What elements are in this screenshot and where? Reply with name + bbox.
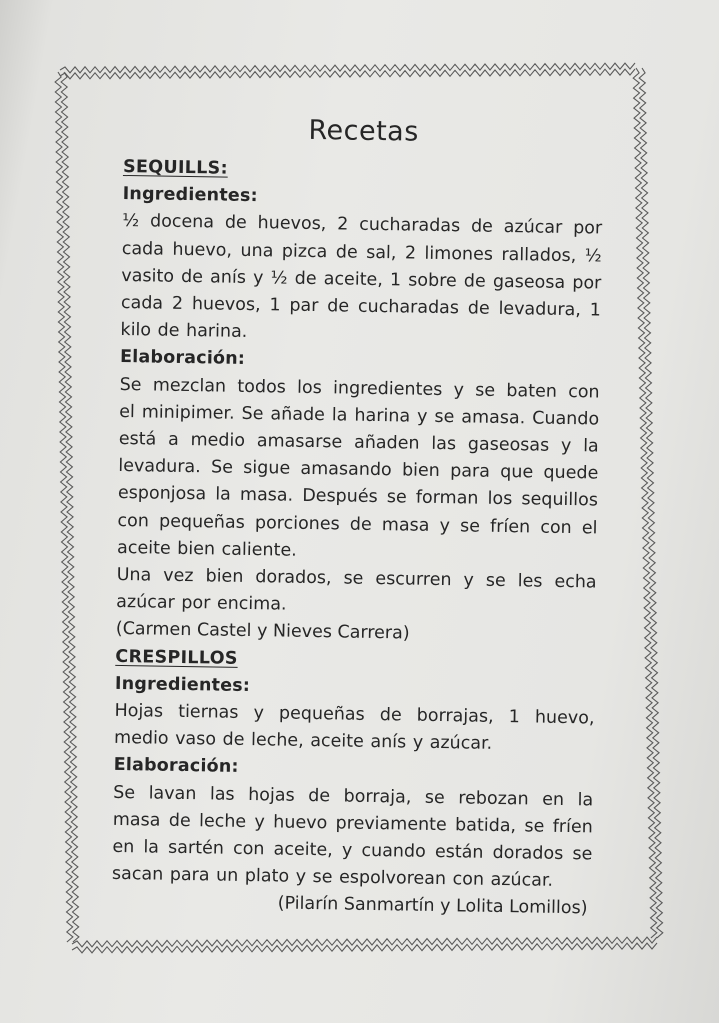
elaboration-heading: Elaboración: bbox=[119, 347, 246, 370]
recipe-document bbox=[111, 108, 604, 923]
text-line: azúcar por encima. bbox=[116, 592, 287, 615]
page-title: Recetas bbox=[308, 114, 420, 148]
border-zigzag bbox=[60, 69, 635, 79]
border-zigzag bbox=[60, 63, 635, 73]
text-line: kilo de harina. bbox=[120, 320, 248, 343]
ingredients-heading: Ingredientes: bbox=[122, 184, 258, 207]
recipe-title: CRESPILLOS bbox=[115, 646, 238, 669]
recipe-credit: (Pilarín Sanmartín y Lolita Lomillos) bbox=[277, 893, 588, 919]
recipe-crespillos bbox=[111, 644, 595, 924]
text-line: Se lavan las hojas de borraja, se rebozan en la bbox=[113, 782, 594, 811]
text-line: esponjosa la masa. Después se forman los sequillos bbox=[117, 483, 599, 511]
recipe-sequills bbox=[116, 154, 604, 651]
elaboration-text bbox=[112, 780, 594, 896]
text-line: levadura. Se sigue amasando bien para que quede bbox=[118, 456, 599, 484]
recipe-credit: (Carmen Castel y Nieves Carrera) bbox=[115, 619, 410, 645]
text-line: en la sartén con aceite, y cuando están dorados se bbox=[112, 836, 593, 865]
text-line: ½ docena de huevos, 2 cucharadas de azúcar por bbox=[122, 211, 603, 239]
text-line: cada 2 huevos, 1 par de cucharadas de levadura, 1 bbox=[120, 292, 602, 321]
border-zigzag bbox=[72, 937, 657, 947]
text-line: está a medio amasarse añaden las gaseosas y la bbox=[118, 428, 599, 457]
text-line: masa de leche y huevo previamente batida, se fríen bbox=[112, 809, 593, 838]
ingredients-text bbox=[114, 698, 595, 760]
ingredients-text bbox=[120, 208, 602, 352]
elaboration-heading: Elaboración: bbox=[113, 755, 239, 778]
ingredients-heading: Ingredientes: bbox=[114, 673, 251, 696]
text-line: vasito de anís y ½ de aceite, 1 sobre de gaseosa por bbox=[121, 265, 602, 294]
text-line: el minipimer. Se añade la harina y se amasa. Cuando bbox=[119, 401, 600, 430]
text-line: Se mezclan todos los ingredientes y se baten con bbox=[119, 374, 600, 403]
text-line: Una vez bien dorados, se escurren y se les echa bbox=[116, 564, 597, 593]
text-line: sacan para un plato y se espolvorean con azúcar. bbox=[111, 864, 554, 892]
border-zigzag bbox=[639, 68, 663, 938]
text-line: medio vaso de leche, aceite anís y azúcar. bbox=[113, 728, 493, 755]
text-line: con pequeñas porciones de masa y se fríen con el bbox=[117, 510, 598, 539]
border-zigzag bbox=[61, 72, 79, 942]
elaboration-text bbox=[116, 372, 600, 624]
text-line: cada huevo, una pizca de sal, 2 limones rallados, ½ bbox=[121, 238, 602, 267]
recipe-title: SEQUILLS: bbox=[122, 156, 228, 179]
text-line: aceite bien caliente. bbox=[116, 537, 297, 561]
text-line: Hojas tiernas y pequeñas de borrajas, 1 huevo, bbox=[114, 700, 595, 729]
